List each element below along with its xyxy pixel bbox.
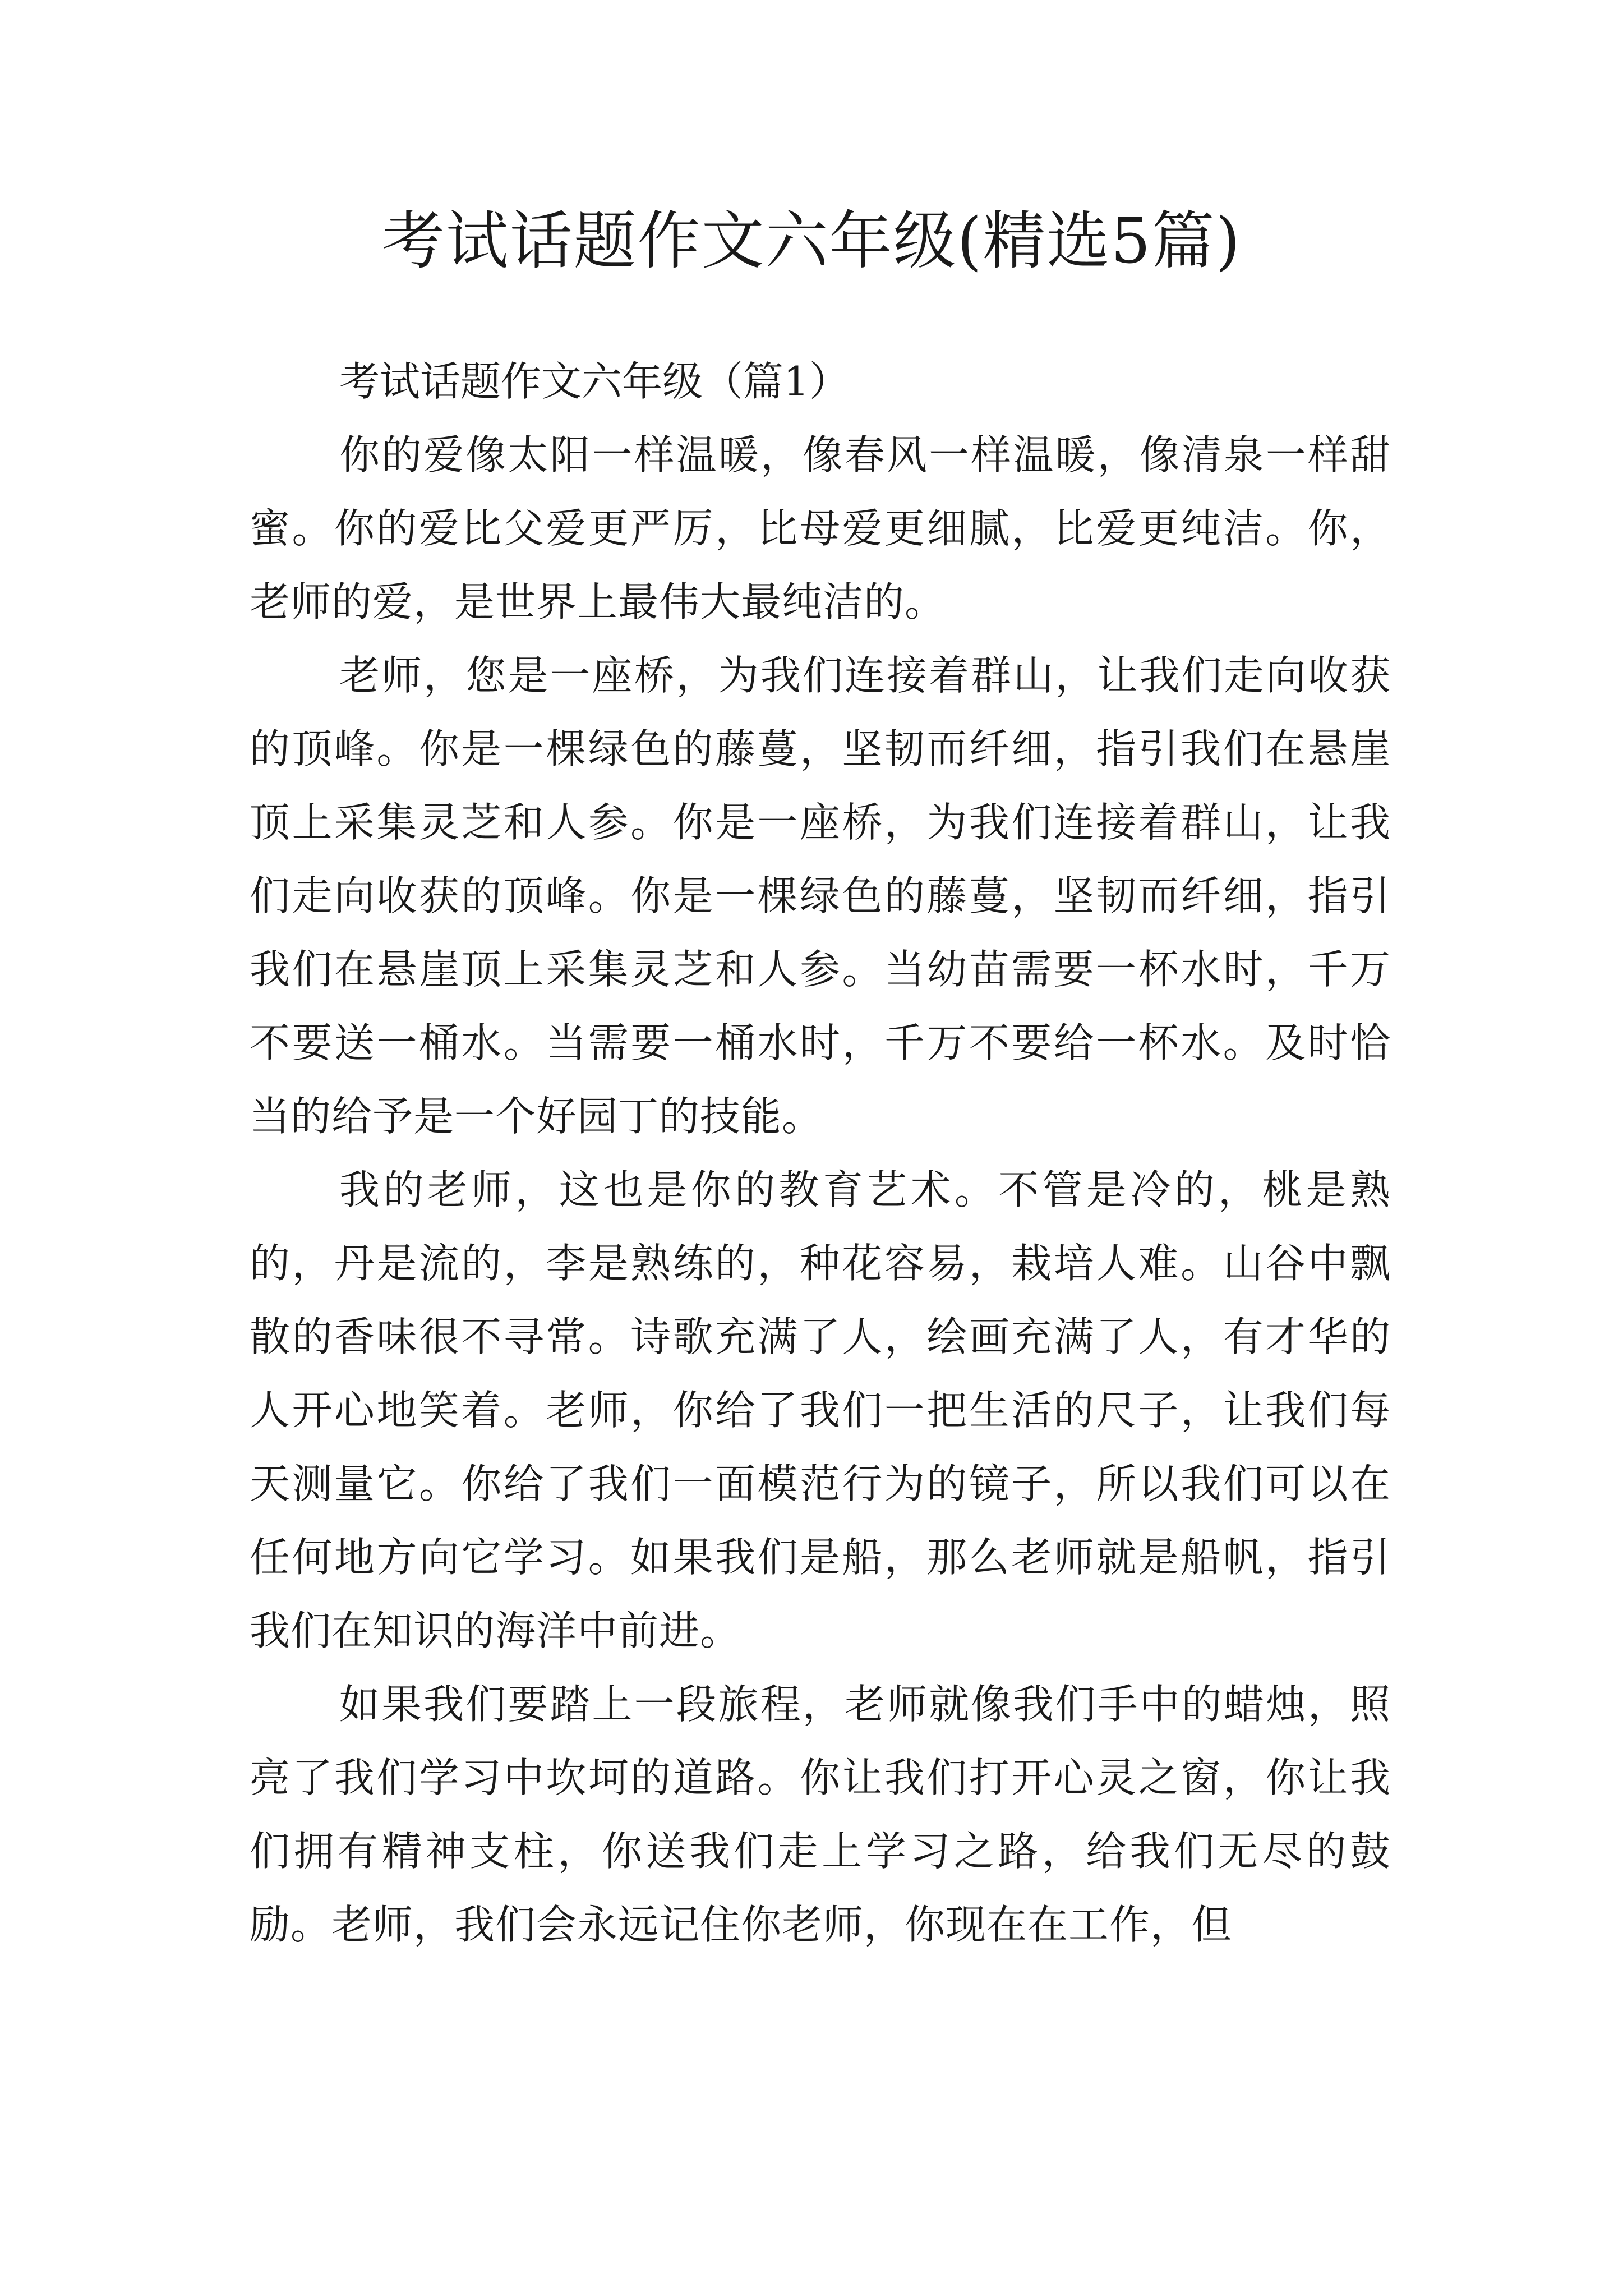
section-heading: 考试话题作文六年级（篇1） — [339, 358, 850, 405]
paragraph: 老师，您是一座桥，为我们连接着群山，让我们走向收获的顶峰。你是一棵绿色的藤蔓，坚韧而纤细，指引我们在悬崖顶上采集灵芝和人参。你是一座桥，为我们连接着群山，让我们走向收获的顶峰。你是一棵绿色的藤蔓，坚韧而纤细，指引我们在悬崖顶上采集灵芝和人参。当幼苗需要一杯水时，千万不要送一桶水。当需要一桶水时，千万不要给一杯水。及时恰当的给予是一个好园丁的技能。 — [250, 652, 1391, 1140]
paragraph: 如果我们要踏上一段旅程，老师就像我们手中的蜡烛，照亮了我们学习中坎坷的道路。你让我们打开心灵之窗，你让我们拥有精神支柱，你送我们走上学习之路，给我们无尽的鼓励。老师，我们会永远记住你老师，你现在在工作，但 — [250, 1681, 1391, 1948]
document-body — [250, 345, 1391, 1962]
document-title: 考试话题作文六年级(精选5篇) — [381, 205, 1242, 278]
paragraph: 我的老师，这也是你的教育艺术。不管是冷的，桃是熟的，丹是流的，李是熟练的，种花容易，栽培人难。山谷中飘散的香味很不寻常。诗歌充满了人，绘画充满了人，有才华的人开心地笑着。老师，你给了我们一把生活的尺子，让我们每天测量它。你给了我们一面模范行为的镜子，所以我们可以在任何地方向它学习。如果我们是船，那么老师就是船帆，指引我们在知识的海洋中前进。 — [250, 1166, 1391, 1654]
paragraph: 你的爱像太阳一样温暖，像春风一样温暖，像清泉一样甜蜜。你的爱比父爱更严厉，比母爱更细腻，比爱更纯洁。你，老师的爱，是世界上最伟大最纯洁的。 — [250, 431, 1391, 625]
